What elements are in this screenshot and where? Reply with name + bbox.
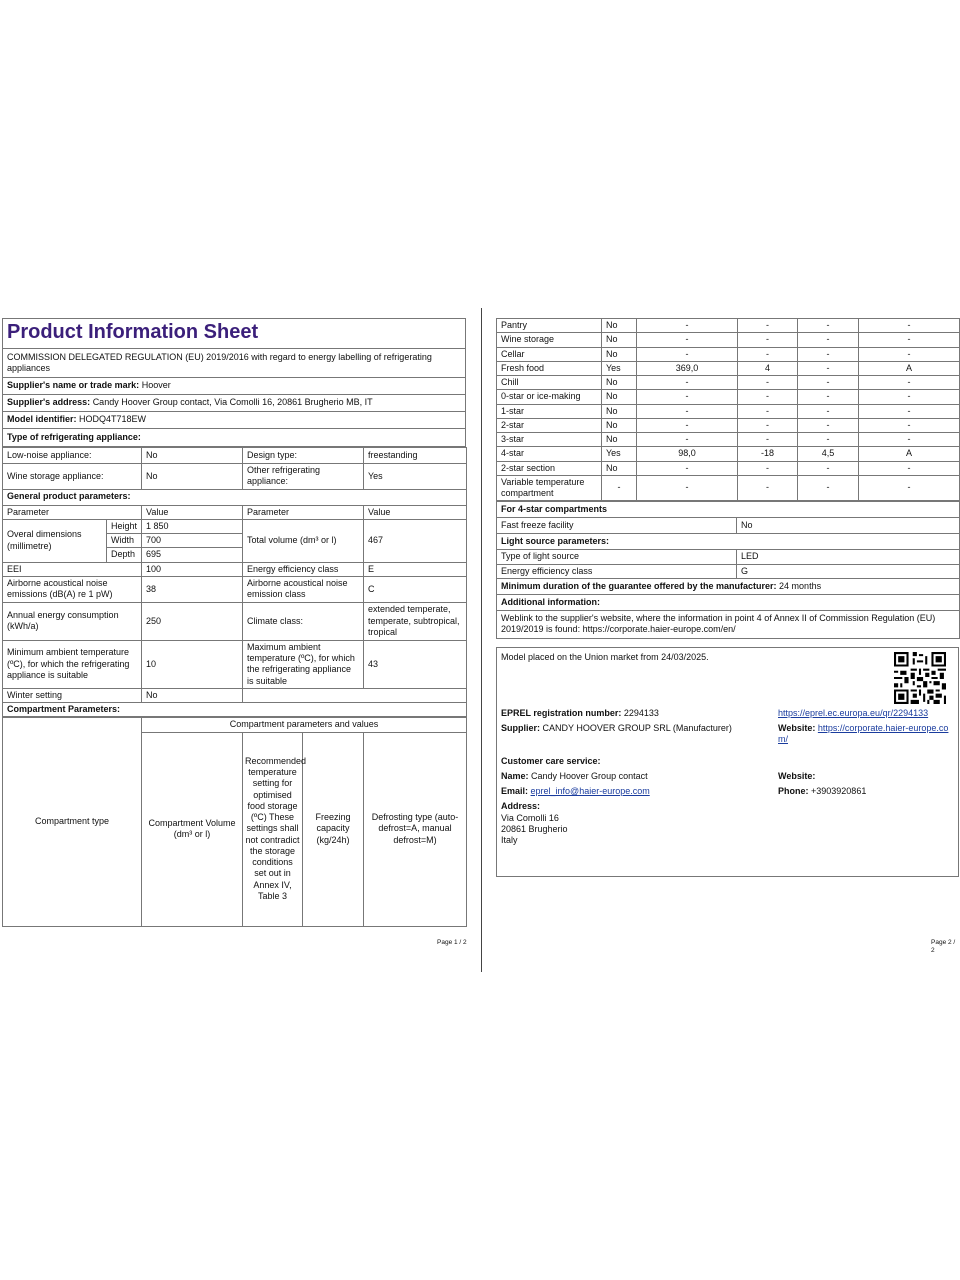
compartment-defrost-cell: -: [859, 376, 960, 390]
compartment-header-table: [2, 717, 467, 926]
weblink-row: [497, 610, 960, 638]
compartment-type-cell: Fresh food: [497, 361, 602, 375]
compartment-type-cell: Variable temperature compartment: [497, 475, 602, 501]
col-parameter-2: Parameter: [243, 505, 364, 519]
compartment-freezing-cell: -: [798, 418, 859, 432]
design-type-value: freestanding: [364, 448, 467, 464]
noise-emission-value: 38: [142, 576, 243, 602]
compartment-defrost-cell: -: [859, 418, 960, 432]
compartment-temp-cell: -: [738, 376, 798, 390]
compartment-volume-cell: -: [637, 390, 738, 404]
email-label: Email:: [501, 786, 529, 796]
address-value: Candy Hoover Group contact, Via Comolli 16, 20861 Brugherio MB, IT: [92, 397, 373, 408]
compartment-freezing-cell: -: [798, 461, 859, 475]
compartment-temp-cell: -: [738, 333, 798, 347]
website-link[interactable]: https://corporate.haier-europe.com/: [778, 723, 949, 745]
climate-label: Climate class:: [243, 602, 364, 640]
light-heading: Light source parameters:: [497, 534, 960, 550]
compartment-temp-cell: -: [738, 433, 798, 447]
winter-label: Winter setting: [3, 688, 142, 702]
model-value: HODQ4T718EW: [79, 414, 147, 425]
noise-emission-label: Airborne acoustical noise emissions (dB(A) re 1 pW): [3, 576, 142, 602]
compartment-freezing-cell: -: [798, 376, 859, 390]
weblink-url: https://corporate.haier-europe.com/en/: [582, 624, 736, 635]
compartment-present-cell: No: [602, 333, 637, 347]
type-heading: Type of refrigerating appliance:: [3, 429, 466, 447]
four-star-heading: For 4-star compartments: [497, 502, 960, 518]
compartment-type-cell: 2-star section: [497, 461, 602, 475]
compartment-defrost-cell: -: [859, 461, 960, 475]
compartment-defrost-cell: -: [859, 433, 960, 447]
compartment-type-cell: 4-star: [497, 447, 602, 461]
climate-value: extended temperate, temperate, subtropical, tropical: [364, 602, 467, 640]
phone-cell: [774, 784, 960, 799]
compartment-temp-cell: -: [738, 390, 798, 404]
compartment-type-cell: 3-star: [497, 433, 602, 447]
eprel-label: EPREL registration number:: [501, 707, 622, 718]
compartments-body: [497, 319, 960, 501]
address-label: Supplier's address:: [7, 397, 91, 408]
comp-volume-header: Compartment Volume (dm³ or l): [142, 732, 243, 926]
phone-value: +3903920861: [811, 786, 867, 796]
compartment-present-cell: -: [602, 475, 637, 501]
website2-label: Website:: [778, 770, 816, 781]
depth-value: 695: [142, 548, 243, 562]
page-number-2: Page 2 / 2: [931, 939, 956, 955]
four-star-table: [496, 501, 960, 639]
annual-consumption-label: Annual energy consumption (kWh/a): [3, 602, 142, 640]
compartment-row: [497, 390, 960, 404]
compartment-defrost-cell: -: [859, 319, 960, 333]
website-cell: [774, 721, 960, 748]
compartment-volume-cell: -: [637, 433, 738, 447]
compartment-temp-cell: 4: [738, 361, 798, 375]
page-1: [2, 318, 466, 927]
name-label: Name:: [501, 770, 529, 781]
supplier-info-box: [496, 647, 959, 877]
height-label: Height: [107, 519, 142, 533]
name-value: Candy Hoover Group contact: [531, 770, 648, 781]
compartment-type-cell: 1-star: [497, 404, 602, 418]
compartment-freezing-cell: -: [798, 361, 859, 375]
compartment-type-cell: 0-star or ice-making: [497, 390, 602, 404]
compartment-defrost-cell: -: [859, 390, 960, 404]
fast-freeze-value: No: [737, 518, 960, 534]
height-value: 1 850: [142, 519, 243, 533]
care-name-cell: [497, 769, 774, 784]
page-number-1: Page 1 / 2: [437, 939, 467, 946]
light-class-value: G: [737, 564, 960, 578]
supplier-row: [3, 378, 466, 395]
fast-freeze-label: Fast freeze facility: [497, 518, 737, 534]
compartment-volume-cell: -: [637, 418, 738, 432]
compartment-volume-cell: -: [637, 376, 738, 390]
compartment-defrost-cell: -: [859, 347, 960, 361]
other-value: Yes: [364, 464, 467, 490]
compartment-present-cell: No: [602, 418, 637, 432]
compartment-heading: Compartment Parameters:: [3, 703, 467, 717]
compartment-freezing-cell: -: [798, 390, 859, 404]
winter-empty-2: [364, 688, 467, 702]
comp-defrost-header: Defrosting type (auto-defrost=A, manual defrost=M): [364, 732, 467, 926]
compartment-type-cell: Pantry: [497, 319, 602, 333]
max-temp-value: 43: [364, 640, 467, 688]
model-label: Model identifier:: [7, 414, 77, 425]
compartment-present-cell: No: [602, 390, 637, 404]
supplier-cell: [497, 721, 774, 748]
compartment-volume-cell: 98,0: [637, 447, 738, 461]
light-type-label: Type of light source: [497, 550, 737, 564]
care-address-label: Address:: [501, 801, 541, 812]
compartment-row: [497, 447, 960, 461]
compartment-present-cell: No: [602, 404, 637, 418]
other-label: Other refrigerating appliance:: [243, 464, 364, 490]
compartment-row: [497, 418, 960, 432]
energy-class-value: E: [364, 562, 467, 576]
additional-heading: Additional information:: [497, 594, 960, 610]
care-address-line2: 20861 Brugherio: [501, 823, 568, 834]
compartment-row: [497, 475, 960, 501]
guarantee-label: Minimum duration of the guarantee offered by the manufacturer:: [501, 580, 777, 591]
compartment-temp-cell: -: [738, 347, 798, 361]
max-temp-label: Maximum ambient temperature (ºC), for which the refrigerating appliance is suitable: [243, 640, 364, 688]
compartment-volume-cell: 369,0: [637, 361, 738, 375]
qr-code-icon[interactable]: [894, 652, 946, 704]
compartment-present-cell: No: [602, 347, 637, 361]
compartment-present-cell: Yes: [602, 361, 637, 375]
website-label: Website:: [778, 723, 816, 733]
compartment-volume-cell: -: [637, 333, 738, 347]
depth-label: Depth: [107, 548, 142, 562]
email-cell: [497, 784, 774, 799]
compartment-temp-cell: -18: [738, 447, 798, 461]
compartment-volume-cell: -: [637, 319, 738, 333]
compartment-row: [497, 404, 960, 418]
compartment-defrost-cell: A: [859, 447, 960, 461]
comp-freezing-header: Freezing capacity (kg/24h): [303, 732, 364, 926]
compartment-defrost-cell: -: [859, 475, 960, 501]
compartment-present-cell: No: [602, 433, 637, 447]
comp-type-header: Compartment type: [3, 718, 142, 926]
page-divider: [481, 308, 482, 972]
placed-row: [497, 648, 958, 704]
compartment-present-cell: Yes: [602, 447, 637, 461]
page-title: Product Information Sheet: [3, 319, 466, 349]
compartment-freezing-cell: -: [798, 404, 859, 418]
eprel-cell: [497, 706, 774, 721]
care-heading: Customer care service:: [501, 755, 601, 766]
width-label: Width: [107, 534, 142, 548]
eei-label: EEI: [3, 562, 142, 576]
compartment-row: [497, 433, 960, 447]
compartment-row: [497, 461, 960, 475]
total-volume-value: 467: [364, 519, 467, 562]
address-row: [3, 395, 466, 412]
dimensions-label: Overal dimensions (millimetre): [3, 519, 107, 562]
compartment-present-cell: No: [602, 376, 637, 390]
supplier-info-table: [497, 706, 960, 849]
compartment-type-cell: Wine storage: [497, 333, 602, 347]
compartment-freezing-cell: -: [798, 347, 859, 361]
general-heading: General product parameters:: [3, 489, 467, 505]
compartment-row: [497, 333, 960, 347]
compartment-defrost-cell: -: [859, 404, 960, 418]
low-noise-label: Low-noise appliance:: [3, 448, 142, 464]
model-row: [3, 412, 466, 429]
compartment-temp-cell: -: [738, 475, 798, 501]
width-value: 700: [142, 534, 243, 548]
eprel-link[interactable]: https://eprel.ec.europa.eu/qr/2294133: [778, 707, 929, 718]
compartment-present-cell: No: [602, 461, 637, 475]
eprel-value: 2294133: [623, 707, 659, 718]
col-value: Value: [142, 505, 243, 519]
noise-class-label: Airborne acoustical noise emission class: [243, 576, 364, 602]
compartment-type-cell: Chill: [497, 376, 602, 390]
compartment-freezing-cell: -: [798, 319, 859, 333]
eei-value: 100: [142, 562, 243, 576]
compartment-type-cell: Cellar: [497, 347, 602, 361]
noise-class-value: C: [364, 576, 467, 602]
compartment-freezing-cell: 4,5: [798, 447, 859, 461]
col-value-2: Value: [364, 505, 467, 519]
page1-header-table: [2, 318, 466, 447]
guarantee-value: 24 months: [779, 580, 822, 591]
annual-consumption-value: 250: [142, 602, 243, 640]
compartment-temp-cell: -: [738, 418, 798, 432]
supplier2-value: CANDY HOOVER GROUP SRL (Manufacturer): [542, 723, 732, 733]
care-address-line1: Via Comolli 16: [501, 812, 559, 823]
regulation-text: COMMISSION DELEGATED REGULATION (EU) 2019/2016 with regard to energy labelling of refrigerating appliances: [3, 349, 466, 378]
supplier2-label: Supplier:: [501, 723, 541, 733]
compartment-volume-cell: -: [637, 461, 738, 475]
compartment-row: [497, 361, 960, 375]
compartment-freezing-cell: -: [798, 475, 859, 501]
compartment-freezing-cell: -: [798, 433, 859, 447]
compartment-present-cell: No: [602, 319, 637, 333]
guarantee-row: [497, 578, 960, 594]
compartment-type-cell: 2-star: [497, 418, 602, 432]
wine-label: Wine storage appliance:: [3, 464, 142, 490]
supplier-label: Supplier's name or trade mark:: [7, 380, 140, 391]
compartment-freezing-cell: -: [798, 333, 859, 347]
compartments-table: [496, 318, 960, 501]
compartment-temp-cell: -: [738, 461, 798, 475]
compartment-row: [497, 319, 960, 333]
supplier-value: Hoover: [141, 380, 171, 391]
care-address-line3: Italy: [501, 835, 518, 845]
compartment-row: [497, 347, 960, 361]
winter-value: No: [142, 688, 243, 702]
page-2: [496, 318, 959, 877]
care-address-cell: [497, 799, 960, 848]
compartment-defrost-cell: -: [859, 333, 960, 347]
general-params-table: [2, 447, 467, 717]
email-link[interactable]: eprel_info@haier-europe.com: [530, 786, 650, 796]
compartment-temp-cell: -: [738, 404, 798, 418]
compartment-temp-cell: -: [738, 319, 798, 333]
col-parameter: Parameter: [3, 505, 142, 519]
total-volume-label: Total volume (dm³ or l): [243, 519, 364, 562]
compartment-volume-cell: -: [637, 347, 738, 361]
light-class-label: Energy efficiency class: [497, 564, 737, 578]
winter-empty-1: [243, 688, 364, 702]
compartment-volume-cell: -: [637, 475, 738, 501]
compartment-volume-cell: -: [637, 404, 738, 418]
compartment-row: [497, 376, 960, 390]
min-temp-label: Minimum ambient temperature (ºC), for which the refrigerating appliance is suitable: [3, 640, 142, 688]
low-noise-value: No: [142, 448, 243, 464]
min-temp-value: 10: [142, 640, 243, 688]
weblink-text: Weblink to the supplier's website, where the information in point 4 of Annex II of Commission Regulation (EU) 2019/2019 is found:: [501, 613, 936, 635]
phone-label: Phone:: [778, 786, 809, 796]
comp-params-header: Compartment parameters and values: [142, 718, 467, 732]
wine-value: No: [142, 464, 243, 490]
compartment-defrost-cell: A: [859, 361, 960, 375]
light-type-value: LED: [737, 550, 960, 564]
design-type-label: Design type:: [243, 448, 364, 464]
placed-text: Model placed on the Union market from 24/03/2025.: [501, 651, 709, 662]
energy-class-label: Energy efficiency class: [243, 562, 364, 576]
comp-temp-header: Recommended temperature setting for optimised food storage (ºC) These settings shall not contradict the storage conditions set out in Annex IV, Table 3: [243, 732, 303, 926]
